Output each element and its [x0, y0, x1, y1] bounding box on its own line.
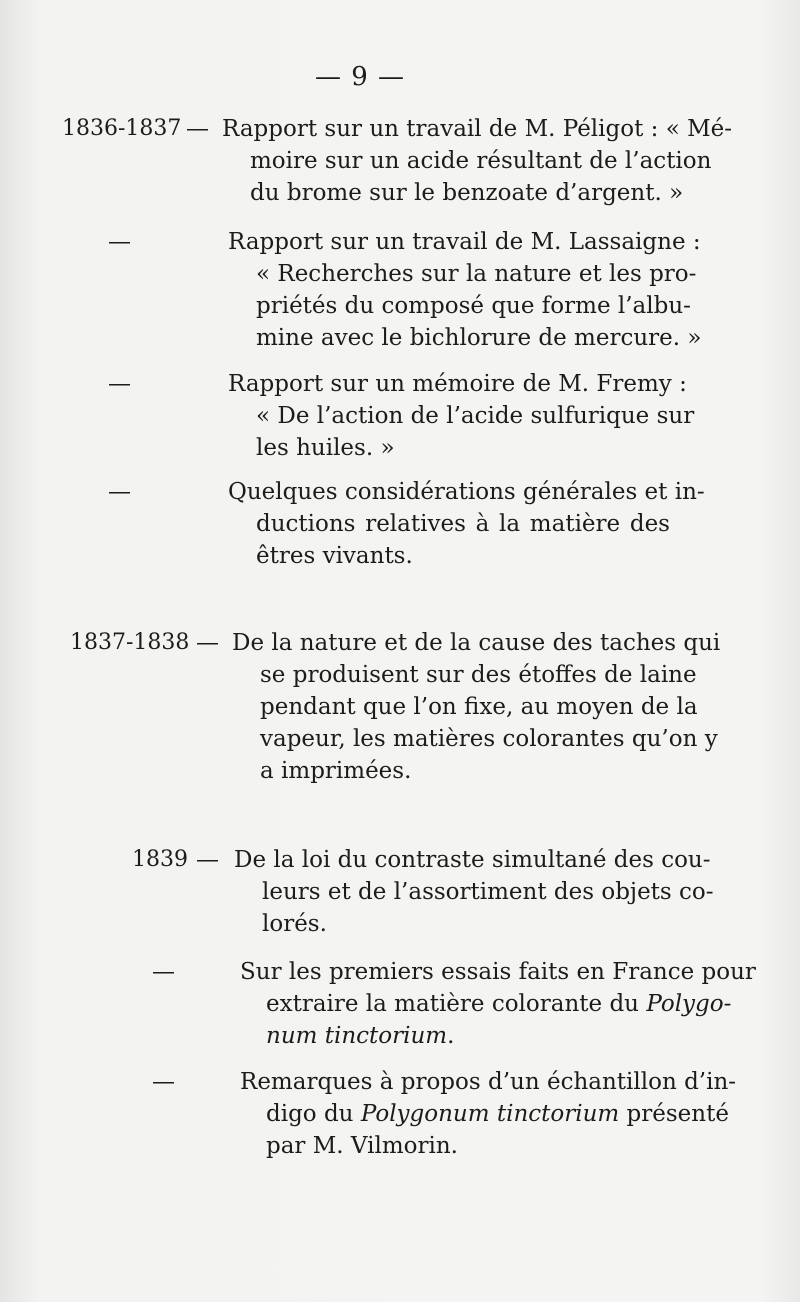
entry-line: Rapport sur un mémoire de M. Fremy : [228, 371, 687, 397]
entry-line: ductions relatives à la matière des [256, 511, 670, 537]
entry-italic-text: num tinctorium [266, 1023, 448, 1049]
entry-line [266, 988, 731, 1020]
entry-line: se produisent sur des étoffes de laine [260, 662, 697, 688]
entry-line: Remarques à propos d’un échantillon d’in- [240, 1069, 737, 1095]
entry-line: Rapport sur un travail de M. Lassaigne : [228, 229, 701, 255]
entry-dash: — [152, 959, 175, 985]
entry-dash: — [196, 630, 219, 656]
entry-text: digo du [266, 1101, 361, 1127]
entry-line: « Recherches sur la nature et les pro- [256, 261, 697, 287]
entry-date: 1836-1837 [62, 116, 182, 141]
entry-line: mine avec le bichlorure de mercure. » [256, 325, 702, 351]
entry-text: . [447, 1023, 455, 1049]
entry-dash: — [108, 479, 131, 505]
entry-line: par M. Vilmorin. [266, 1133, 458, 1159]
entry-line: De la loi du contraste simultané des cou- [234, 847, 711, 873]
entry-dash: — [186, 116, 209, 142]
entry-italic-text: Polygonum tinctorium [360, 1101, 620, 1127]
entry-dash: — [108, 229, 131, 255]
page-number: — 9 — [314, 62, 406, 92]
entry-line: Sur les premiers essais faits en France pour [240, 959, 756, 985]
entry-text: présenté [619, 1101, 729, 1127]
entry-date: 1839 [132, 847, 188, 872]
entry-line: Rapport sur un travail de M. Péligot : « Mé- [222, 116, 733, 142]
entry-line: lorés. [262, 911, 327, 937]
entry-date: 1837-1838 [70, 630, 190, 655]
entry-line: du brome sur le benzoate d’argent. » [250, 180, 684, 206]
entry-line: pendant que l’on fixe, au moyen de la [260, 694, 698, 720]
entry-italic-text: Polygo- [646, 991, 732, 1017]
entry-line: leurs et de l’assortiment des objets co- [262, 879, 714, 905]
entry-text: extraire la matière colorante du [266, 991, 647, 1017]
entry-line [266, 1098, 729, 1130]
entry-line: priétés du composé que forme l’albu- [256, 293, 691, 319]
entry-line: les huiles. » [256, 435, 395, 461]
entry-line: moire sur un acide résultant de l’action [250, 148, 712, 174]
entry-line: a imprimées. [260, 758, 412, 784]
entry-dash: — [196, 847, 219, 873]
entry-dash: — [108, 371, 131, 397]
entry-dash: — [152, 1069, 175, 1095]
entry-line: êtres vivants. [256, 543, 413, 569]
entry-line: De la nature et de la cause des taches qui [232, 630, 721, 656]
entry-line: vapeur, les matières colorantes qu’on y [260, 726, 718, 752]
entry-line: Quelques considérations générales et in- [228, 479, 705, 505]
entry-line [266, 1020, 454, 1052]
entry-line: « De l’action de l’acide sulfurique sur [256, 403, 695, 429]
